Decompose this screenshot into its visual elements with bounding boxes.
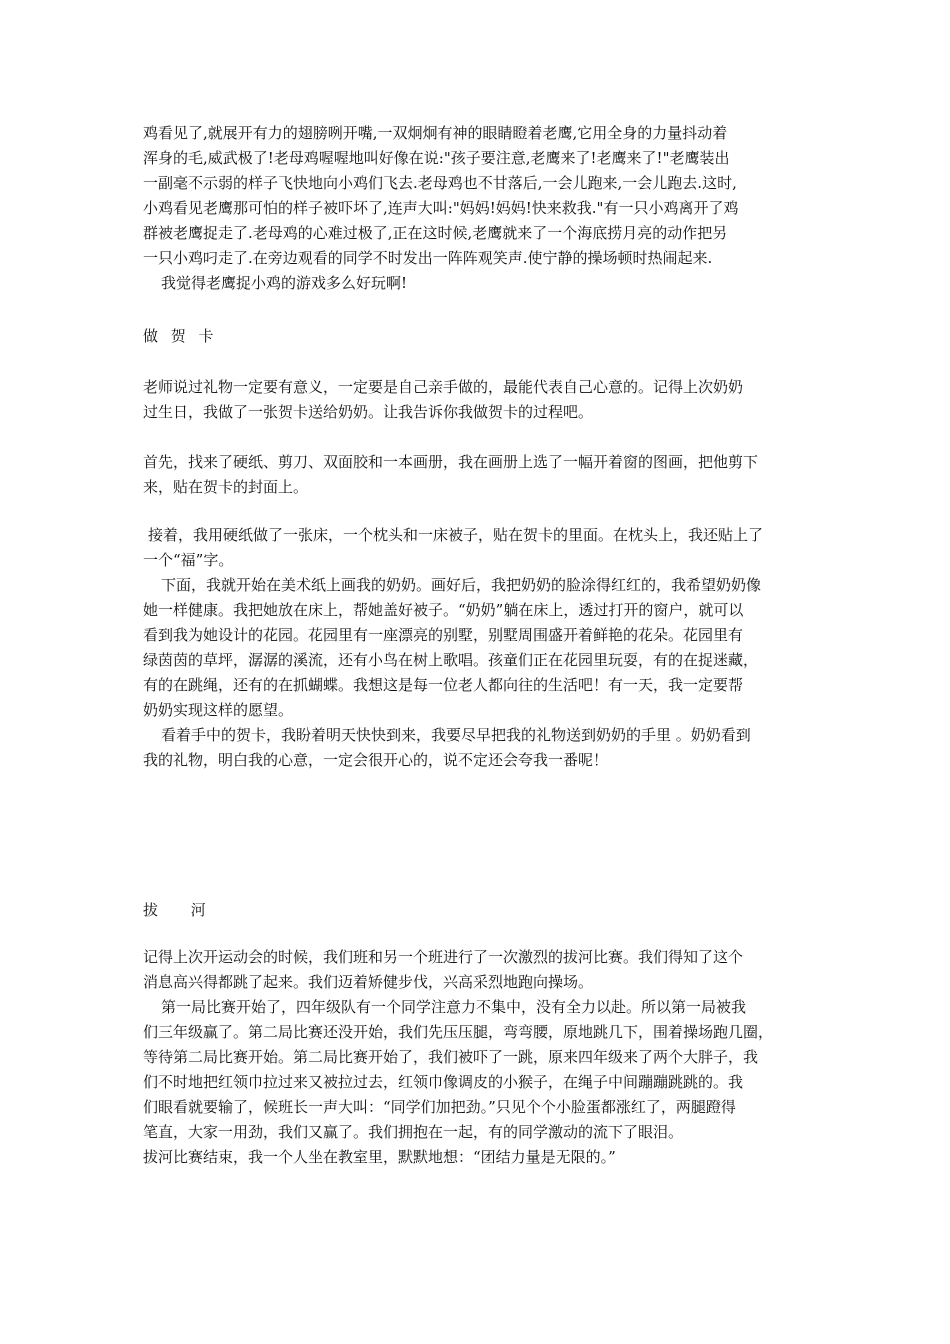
- text-line: 浑身的毛,威武极了!老母鸡喔喔地叫好像在说:"孩子要注意,老鹰来了!老鹰来了!"老鹰装出: [143, 149, 730, 167]
- text-line: 首先，找来了硬纸、剪刀、双面胶和一本画册，我在画册上选了一幅开着窗的图画，把他剪下: [143, 453, 759, 471]
- text-line: 我觉得老鹰捉小鸡的游戏多么好玩啊!: [161, 274, 408, 292]
- text-line: 消息高兴得都跳了起来。我们迈着矫健步伐，兴高采烈地跑向操场。: [143, 973, 594, 991]
- text-line: 有的在跳绳，还有的在抓蝴蝶。我想这是每一位老人都向往的生活吧！有一天，我一定要帮: [143, 676, 744, 694]
- paragraph: [143, 1145, 813, 1170]
- text-line: 拔河比赛结束，我一个人坐在教室里，默默地想：“团结力量是无限的。”: [143, 1148, 616, 1166]
- text-line: 看着手中的贺卡，我盼着明天快快到来，我要尽早把我的礼物送到奶奶的手里 。奶奶看到: [161, 726, 751, 744]
- paragraph: [143, 945, 813, 1145]
- text-line: 小鸡看见老鹰那可怕的样子被吓坏了,连声大叫:"妈妈!妈妈!快来救我."有一只小鸡离开了鸡: [143, 199, 739, 217]
- paragraph: [143, 375, 813, 425]
- text-line: 下面，我就开始在美术纸上画我的奶奶。画好后，我把奶奶的脸涂得红红的，我希望奶奶像: [161, 576, 762, 594]
- story-paragraph: [143, 121, 813, 296]
- paragraph: [143, 523, 813, 573]
- text-line: 我的礼物，明白我的心意，一定会很开心的，说不定还会夸我一番呢！: [143, 751, 609, 769]
- text-line: 奶奶实现这样的愿望。: [143, 701, 294, 719]
- text-line: 绿茵茵的草坪，潺潺的溪流，还有小鸟在树上歌唱。孩童们正在花园里玩耍，有的在捉迷藏，: [143, 651, 759, 669]
- text-line: 记得上次开运动会的时候，我们班和另一个班进行了一次激烈的拔河比赛。我们得知了这个: [143, 948, 744, 966]
- text-line: 们不时地把红领巾拉过来又被拉过去，红领巾像调皮的小猴子，在绳子中间蹦蹦跳跳的。我: [143, 1073, 744, 1091]
- text-line: 她一样健康。我把她放在床上，帮她盖好被子。“奶奶”躺在床上，透过打开的窗户，就可以: [143, 601, 744, 619]
- text-line: 接着，我用硬纸做了一张床，一个枕头和一床被子，贴在贺卡的里面。在枕头上，我还贴上了: [148, 526, 764, 544]
- text-line: 们三年级赢了。第二局比赛还没开始，我们先压压腿，弯弯腰，原地跳几下，围着操场跑几圈，: [143, 1023, 774, 1041]
- text-line: 第一局比赛开始了，四年级队有一个同学注意力不集中，没有全力以赴。所以第一局被我: [161, 998, 747, 1016]
- text-line: 一副毫不示弱的样子飞快地向小鸡们飞去.老母鸡也不甘落后,一会儿跑来,一会儿跑去.这时,: [143, 174, 737, 192]
- text-line: 看到我为她设计的花园。花园里有一座漂亮的别墅，别墅周围盛开着鲜艳的花朵。花园里有: [143, 626, 744, 644]
- text-line: 们眼看就要输了，候班长一声大叫：“同学们加把劲。”只见个个小脸蛋都涨红了，两腿蹬得: [143, 1098, 736, 1116]
- text-line: 一个“福”字。: [143, 551, 234, 569]
- text-line: 鸡看见了,就展开有力的翅膀咧开嘴,一双炯炯有神的眼睛瞪着老鹰,它用全身的力量抖动着: [143, 124, 728, 142]
- text-line: 来，贴在贺卡的封面上。: [143, 478, 309, 496]
- text-line: 过生日，我做了一张贺卡送给奶奶。让我告诉你我做贺卡的过程吧。: [143, 403, 594, 421]
- text-line: 等待第二局比赛开始。第二局比赛开始了，我们被吓了一跳，原来四年级来了两个大胖子，我: [143, 1048, 759, 1066]
- paragraph: [143, 450, 813, 500]
- text-line: 群被老鹰捉走了.老母鸡的心难过极了,正在这时候,老鹰就来了一个海底捞月亮的动作把另: [143, 224, 728, 242]
- text-line: 一只小鸡叼走了.在旁边观看的同学不时发出一阵阵观笑声.使宁静的操场顿时热闹起来.: [143, 249, 713, 267]
- paragraph: [143, 573, 813, 773]
- text-line: 老师说过礼物一定要有意义，一定要是自己亲手做的，最能代表自己心意的。记得上次奶奶: [143, 378, 744, 396]
- section-title: 拔 河: [143, 901, 220, 919]
- text-line: 笔直，大家一用劲，我们又赢了。我们拥抱在一起，有的同学激动的流下了眼泪。: [143, 1123, 684, 1141]
- section-title: 做 贺 卡: [143, 327, 218, 345]
